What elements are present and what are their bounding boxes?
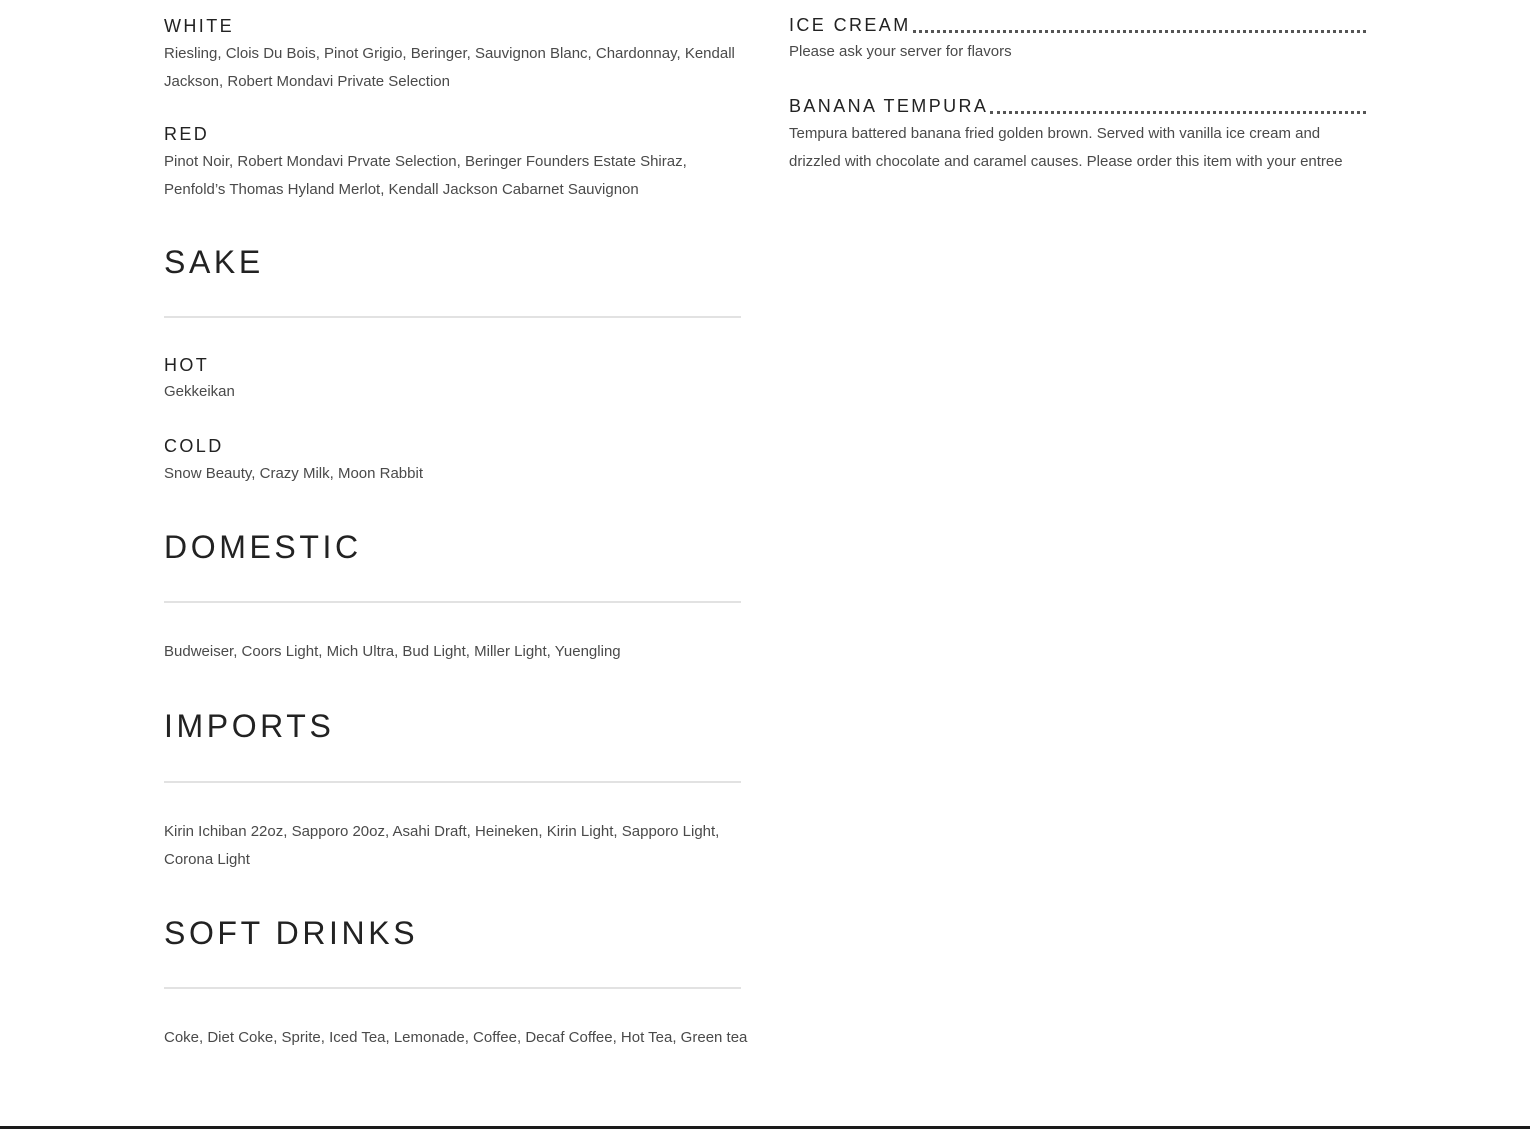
domestic-beer-list: Budweiser, Coors Light, Mich Ultra, Bud Light, Miller Light, Yuengling: [164, 643, 621, 660]
item-description: Gekkeikan: [164, 383, 235, 400]
imported-beer-list: Kirin Ichiban 22oz, Sapporo 20oz, Asahi Draft, Heineken, Kirin Light, Sapporo Light, Corona Light: [164, 823, 720, 868]
item-title: RED: [164, 124, 210, 144]
menu-item-banana-tempura: [789, 95, 1366, 175]
item-title: WHITE: [164, 16, 234, 36]
section-divider: [164, 987, 741, 989]
section-divider: [164, 601, 741, 603]
soft-drinks-list: Coke, Diet Coke, Sprite, Iced Tea, Lemonade, Coffee, Decaf Coffee, Hot Tea, Green tea: [164, 1029, 748, 1046]
item-description: Snow Beauty, Crazy Milk, Moon Rabbit: [164, 465, 423, 482]
item-description: Tempura battered banana fried golden brown. Served with vanilla ice cream and drizzled with chocolate and caramel causes. Please order this item with your entree: [789, 125, 1343, 170]
dotted-leader: [990, 111, 1366, 114]
menu-item-white-wine: [164, 15, 741, 95]
item-title: ICE CREAM: [789, 15, 911, 35]
item-title-row: [789, 95, 1366, 117]
section-title-imports: IMPORTS: [164, 708, 335, 744]
item-description: Riesling, Clois Du Bois, Pinot Grigio, Beringer, Sauvignon Blanc, Chardonnay, Kendall Jackson, Robert Mondavi Private Selection: [164, 45, 735, 90]
menu-item-cold-sake: [164, 435, 741, 488]
section-title-domestic: DOMESTIC: [164, 529, 362, 565]
menu-item-ice-cream: [789, 14, 1366, 66]
section-title-sake: SAKE: [164, 244, 264, 280]
menu-item-red-wine: [164, 123, 741, 203]
item-description: Please ask your server for flavors: [789, 43, 1012, 60]
menu-item-hot-sake: [164, 354, 741, 406]
item-description: Pinot Noir, Robert Mondavi Prvate Selection, Beringer Founders Estate Shiraz, Penfold’s Thomas Hyland Merlot, Kendall Jackson Cabarnet Sauvignon: [164, 153, 687, 198]
item-title: BANANA TEMPURA: [789, 96, 989, 116]
dotted-leader: [913, 30, 1366, 33]
section-divider: [164, 316, 741, 318]
item-title: COLD: [164, 436, 224, 456]
section-divider: [164, 781, 741, 783]
item-title: HOT: [164, 355, 210, 375]
section-title-soft-drinks: SOFT DRINKS: [164, 915, 419, 951]
item-title-row: [789, 14, 1366, 36]
